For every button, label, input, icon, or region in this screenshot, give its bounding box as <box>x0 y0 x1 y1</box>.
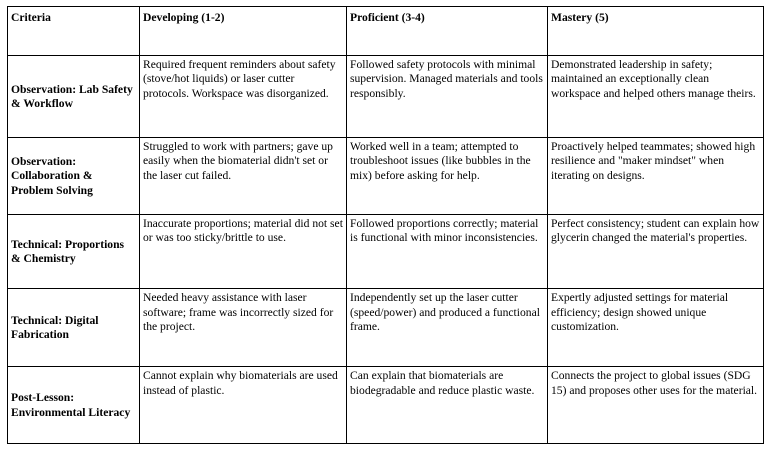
mastery-cell: Expertly adjusted settings for material efficiency; design showed unique customization. <box>548 289 764 367</box>
column-header-mastery: Mastery (5) <box>548 7 764 56</box>
rubric-table <box>7 6 764 444</box>
proficient-cell: Can explain that biomaterials are biodegradable and reduce plastic waste. <box>347 367 548 444</box>
criteria-cell: Observation: Lab Safety & Workflow <box>8 56 140 138</box>
table-row <box>8 137 764 214</box>
table-row <box>8 56 764 138</box>
proficient-cell: Independently set up the laser cutter (speed/power) and produced a functional frame. <box>347 289 548 367</box>
developing-cell: Inaccurate proportions; material did not set or was too sticky/brittle to use. <box>140 214 347 289</box>
developing-cell: Struggled to work with partners; gave up easily when the biomaterial didn't set or the laser cut failed. <box>140 137 347 214</box>
proficient-cell: Worked well in a team; attempted to troubleshoot issues (like bubbles in the mix) before asking for help. <box>347 137 548 214</box>
proficient-cell: Followed proportions correctly; material is functional with minor inconsistencies. <box>347 214 548 289</box>
criteria-cell: Technical: Proportions & Chemistry <box>8 214 140 289</box>
criteria-cell: Technical: Digital Fabrication <box>8 289 140 367</box>
mastery-cell: Perfect consistency; student can explain how glycerin changed the material's properties. <box>548 214 764 289</box>
criteria-cell: Post-Lesson: Environmental Literacy <box>8 367 140 444</box>
column-header-proficient: Proficient (3-4) <box>347 7 548 56</box>
table-row <box>8 214 764 289</box>
proficient-cell: Followed safety protocols with minimal supervision. Managed materials and tools responsibly. <box>347 56 548 138</box>
criteria-cell: Observation: Collaboration & Problem Solving <box>8 137 140 214</box>
mastery-cell: Proactively helped teammates; showed high resilience and "maker mindset" when iterating on designs. <box>548 137 764 214</box>
table-row <box>8 367 764 444</box>
developing-cell: Needed heavy assistance with laser software; frame was incorrectly sized for the project. <box>140 289 347 367</box>
column-header-developing: Developing (1-2) <box>140 7 347 56</box>
developing-cell: Required frequent reminders about safety (stove/hot liquids) or laser cutter protocols. Workspace was disorganized. <box>140 56 347 138</box>
column-header-criteria: Criteria <box>8 7 140 56</box>
table-row <box>8 289 764 367</box>
mastery-cell: Demonstrated leadership in safety; maintained an exceptionally clean workspace and helped others manage theirs. <box>548 56 764 138</box>
developing-cell: Cannot explain why biomaterials are used instead of plastic. <box>140 367 347 444</box>
header-row <box>8 7 764 56</box>
mastery-cell: Connects the project to global issues (SDG 15) and proposes other uses for the material. <box>548 367 764 444</box>
